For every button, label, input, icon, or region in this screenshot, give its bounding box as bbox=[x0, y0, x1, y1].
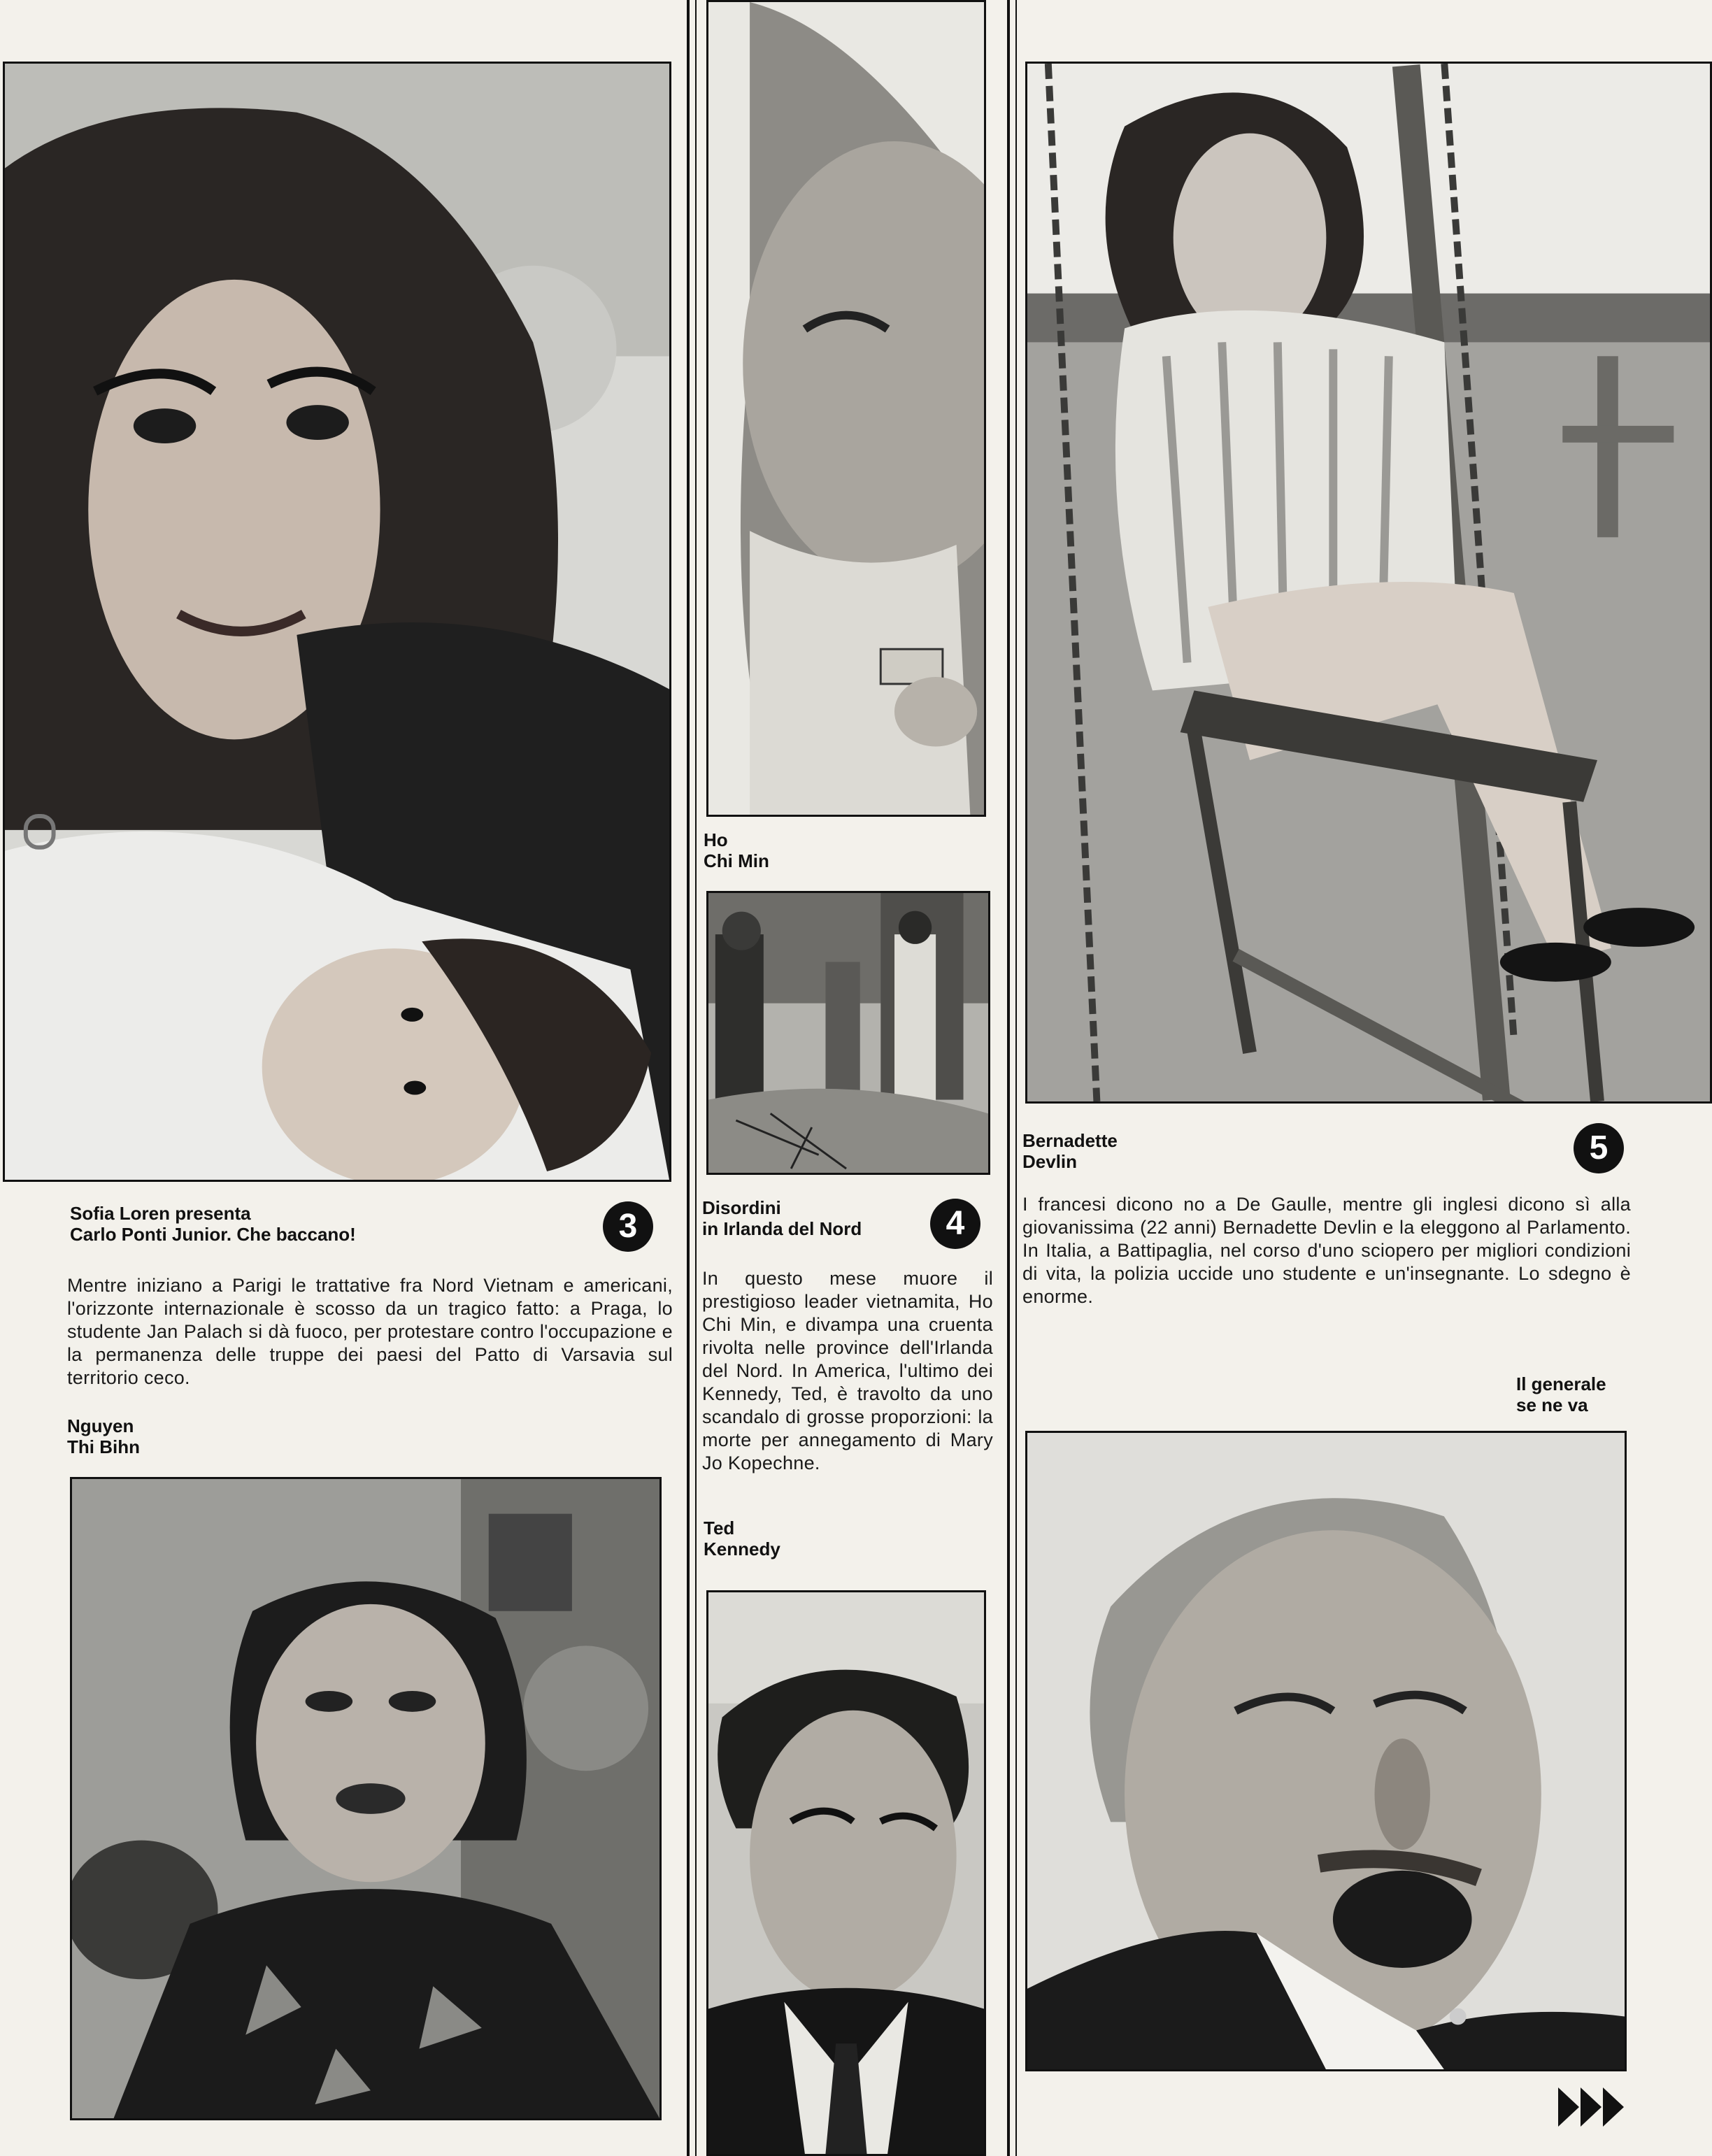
photo-bernadette-devlin bbox=[1025, 62, 1712, 1104]
column-rule-left-inner bbox=[695, 0, 697, 2156]
caption-bernadette-devlin: Bernadette Devlin bbox=[1022, 1130, 1118, 1172]
body-text-section-3: Mentre iniziano a Parigi le trattative fra Nord Vietnam e americani, l'orizzonte internazionale è scosso da un tragico fatto: a Praga, lo studente Jan Palach si dà fuoco, per protestare contro l'occupazione e la permanenza delle truppe dei paesi del Patto di Varsavia sul territorio ceco. bbox=[67, 1275, 673, 1388]
column-rule-left bbox=[687, 0, 690, 2156]
caption-ho-chi-min: Ho Chi Min bbox=[704, 829, 769, 871]
caption-nguyen-thi-bihn: Nguyen Thi Bihn bbox=[67, 1415, 140, 1457]
caption-il-generale: Il generale se ne va bbox=[1516, 1373, 1606, 1415]
headline-section-3: Sofia Loren presenta Carlo Ponti Junior. Che baccano! bbox=[70, 1203, 356, 1245]
continue-arrows-icon[interactable] bbox=[1558, 2087, 1625, 2127]
column-rule-right-inner bbox=[1015, 0, 1017, 2156]
photo-ted-kennedy bbox=[706, 1590, 986, 2156]
headline-section-4: Disordini in Irlanda del Nord bbox=[702, 1197, 862, 1239]
column-rule-right bbox=[1007, 0, 1010, 2156]
caption-ted-kennedy: Ted Kennedy bbox=[704, 1518, 780, 1559]
photo-nguyen-thi-bihn bbox=[70, 1477, 662, 2120]
photo-sofia-loren bbox=[3, 62, 671, 1182]
section-number-3: 3 bbox=[603, 1201, 653, 1252]
photo-ho-chi-min bbox=[706, 0, 986, 817]
body-text-section-4: In questo mese muore il prestigioso leader vietnamita, Ho Chi Min, e divampa una cruenta rivolta nelle province dell'Irlanda del Nord. In America, l'ultimo dei Kennedy, Ted, è travolto da uno scandalo di grosse proporzioni: la morte per annegamento di Mary Jo Kopechne. bbox=[702, 1268, 993, 1473]
section-number-4: 4 bbox=[930, 1199, 980, 1249]
photo-de-gaulle bbox=[1025, 1431, 1627, 2071]
section-number-5: 5 bbox=[1574, 1123, 1624, 1173]
photo-irlanda-del-nord bbox=[706, 891, 990, 1175]
body-text-section-5: I francesi dicono no a De Gaulle, mentre gli inglesi dicono sì alla giovanissima (22 anni) Bernadette Devlin e la eleggono al Parlamento. In Italia, a Battipaglia, nel corso d'uno sciopero per migliori condizioni di vita, la polizia uccide uno studente e un'insegnante. Lo sdegno è enorme. bbox=[1022, 1194, 1631, 1307]
